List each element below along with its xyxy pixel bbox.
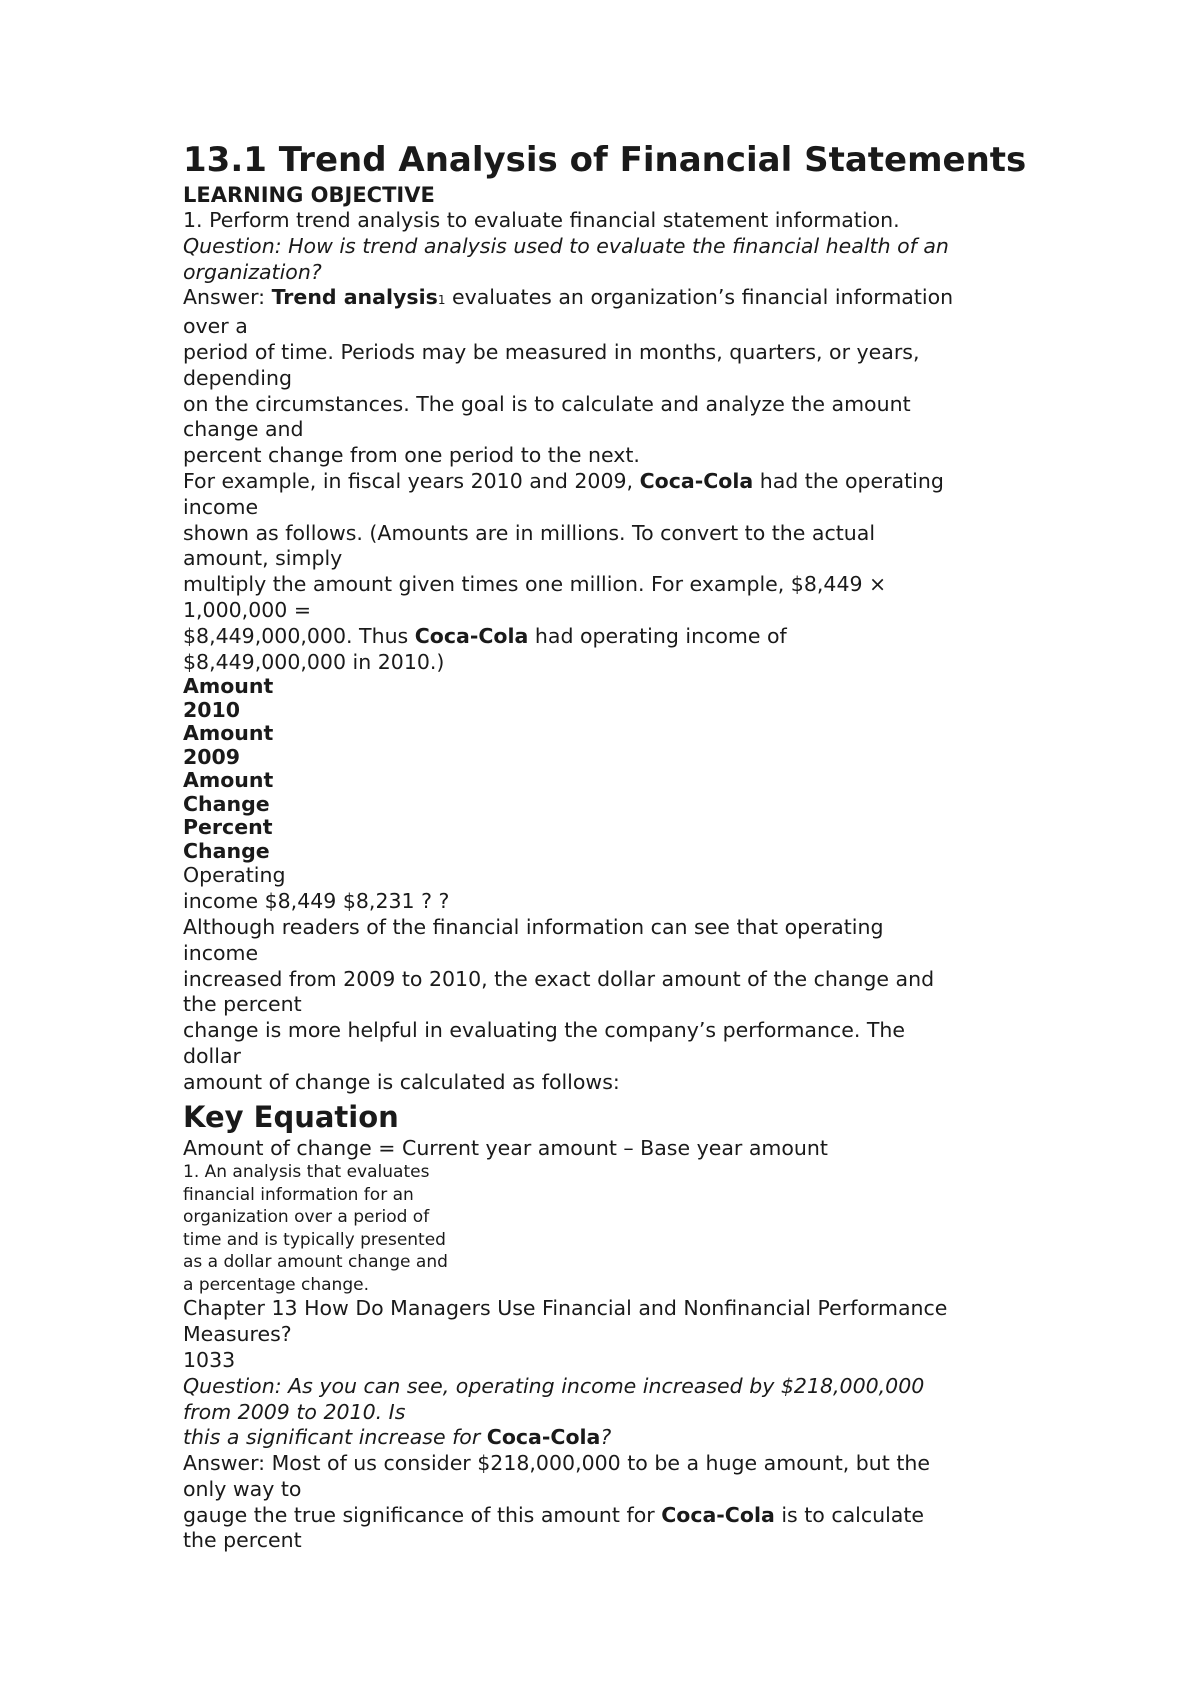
chapter-footer: Measures? <box>183 1322 292 1347</box>
table-header-cell: Amount <box>183 674 274 699</box>
key-equation-heading: Key Equation <box>183 1099 399 1134</box>
company-name: Coca-Cola <box>414 623 529 648</box>
page-title: 13.1 Trend Analysis of Financial Statements <box>183 140 1027 180</box>
example-line: income <box>183 494 259 519</box>
example-line: shown as follows. (Amounts are in millions. To convert to the actual <box>183 520 876 545</box>
question-text: ? <box>600 1425 612 1450</box>
footnote-line: organization over a period of <box>183 1207 430 1228</box>
answer-1-line: over a <box>183 314 248 339</box>
question-2-line: Question: As you can see, operating income increased by $218,000,000 <box>183 1373 925 1398</box>
example-line: $8,449,000,000 in 2010.) <box>183 649 445 674</box>
company-name: Coca-Cola <box>486 1425 601 1450</box>
answer-label: Answer: <box>183 285 272 310</box>
question-2-line <box>183 1425 1063 1451</box>
table-header-cell: Change <box>183 791 270 816</box>
question-1-line: organization? <box>183 259 322 284</box>
example-line: multiply the amount given times one million. For example, $8,449 × <box>183 572 887 597</box>
table-header-cell: Percent <box>183 815 273 840</box>
chapter-footer: Chapter 13 How Do Managers Use Financial and Nonfinancial Performance <box>183 1296 948 1321</box>
answer-2-line: Answer: Most of us consider $218,000,000 to be a huge amount, but the <box>183 1451 930 1476</box>
example-text: had operating income of <box>528 623 787 648</box>
table-header-cell: 2010 <box>183 697 241 722</box>
question-2-line: from 2009 to 2010. Is <box>183 1399 406 1424</box>
answer-1-line: depending <box>183 365 292 390</box>
answer-1-line <box>183 285 1063 314</box>
answer-2-line: only way to <box>183 1476 302 1501</box>
footnote-line: financial information for an <box>183 1184 414 1205</box>
body-line: income <box>183 940 259 965</box>
example-line: amount, simply <box>183 546 343 571</box>
example-text: $8,449,000,000. Thus <box>183 623 415 648</box>
company-name: Coca-Cola <box>661 1502 775 1527</box>
example-text: For example, in fiscal years 2010 and 2009, <box>183 468 640 493</box>
footnote-line: as a dollar amount change and <box>183 1252 448 1273</box>
example-text: had the operating <box>753 468 944 493</box>
learning-objective-heading: LEARNING OBJECTIVE <box>183 183 435 207</box>
company-name: Coca-Cola <box>639 468 754 493</box>
answer-1-line: change and <box>183 417 304 442</box>
term-trend-analysis: Trend analysis <box>271 285 438 310</box>
body-line: amount of change is calculated as follows: <box>183 1069 620 1094</box>
answer-2-line <box>183 1503 1063 1529</box>
footnote-line: a percentage change. <box>183 1274 369 1295</box>
body-line: increased from 2009 to 2010, the exact dollar amount of the change and <box>183 966 935 991</box>
table-header-cell: Change <box>183 838 270 863</box>
table-header-cell: Amount <box>183 721 274 746</box>
table-row-label: Operating <box>183 863 286 888</box>
footnote-line: time and is typically presented <box>183 1229 446 1250</box>
table-row: income $8,449 $8,231 ? ? <box>183 889 450 914</box>
body-line: the percent <box>183 992 302 1017</box>
document-page <box>183 140 1063 1554</box>
answer-1-line: on the circumstances. The goal is to calculate and analyze the amount <box>183 391 911 416</box>
example-line: 1,000,000 = <box>183 597 312 622</box>
answer-1-line: percent change from one period to the next. <box>183 443 640 468</box>
body-line: change is more helpful in evaluating the company’s performance. The <box>183 1018 906 1043</box>
question-text: this a significant increase for <box>183 1425 487 1450</box>
answer-2-line: the percent <box>183 1528 302 1553</box>
body-line: dollar <box>183 1043 241 1068</box>
table-header-cell: Amount <box>183 768 274 793</box>
table-header-cell: 2009 <box>183 744 241 769</box>
example-line <box>183 624 1063 650</box>
footnote-ref: 1 <box>437 293 446 308</box>
body-line: Although readers of the financial information can see that operating <box>183 914 884 939</box>
key-equation-formula: Amount of change = Current year amount – Base year amount <box>183 1135 828 1160</box>
answer-1-line: period of time. Periods may be measured in months, quarters, or years, <box>183 339 920 364</box>
question-1-line: Question: How is trend analysis used to evaluate the financial health of an <box>183 233 949 258</box>
learning-objective-item: 1. Perform trend analysis to evaluate financial statement information. <box>183 208 900 232</box>
footnote-line: 1. An analysis that evaluates <box>183 1162 430 1183</box>
answer-1-text: evaluates an organization’s financial information <box>445 285 954 310</box>
example-line <box>183 469 1063 495</box>
answer-text: is to calculate <box>774 1502 925 1527</box>
page-number: 1033 <box>183 1347 236 1372</box>
answer-text: gauge the true significance of this amount for <box>183 1502 662 1527</box>
